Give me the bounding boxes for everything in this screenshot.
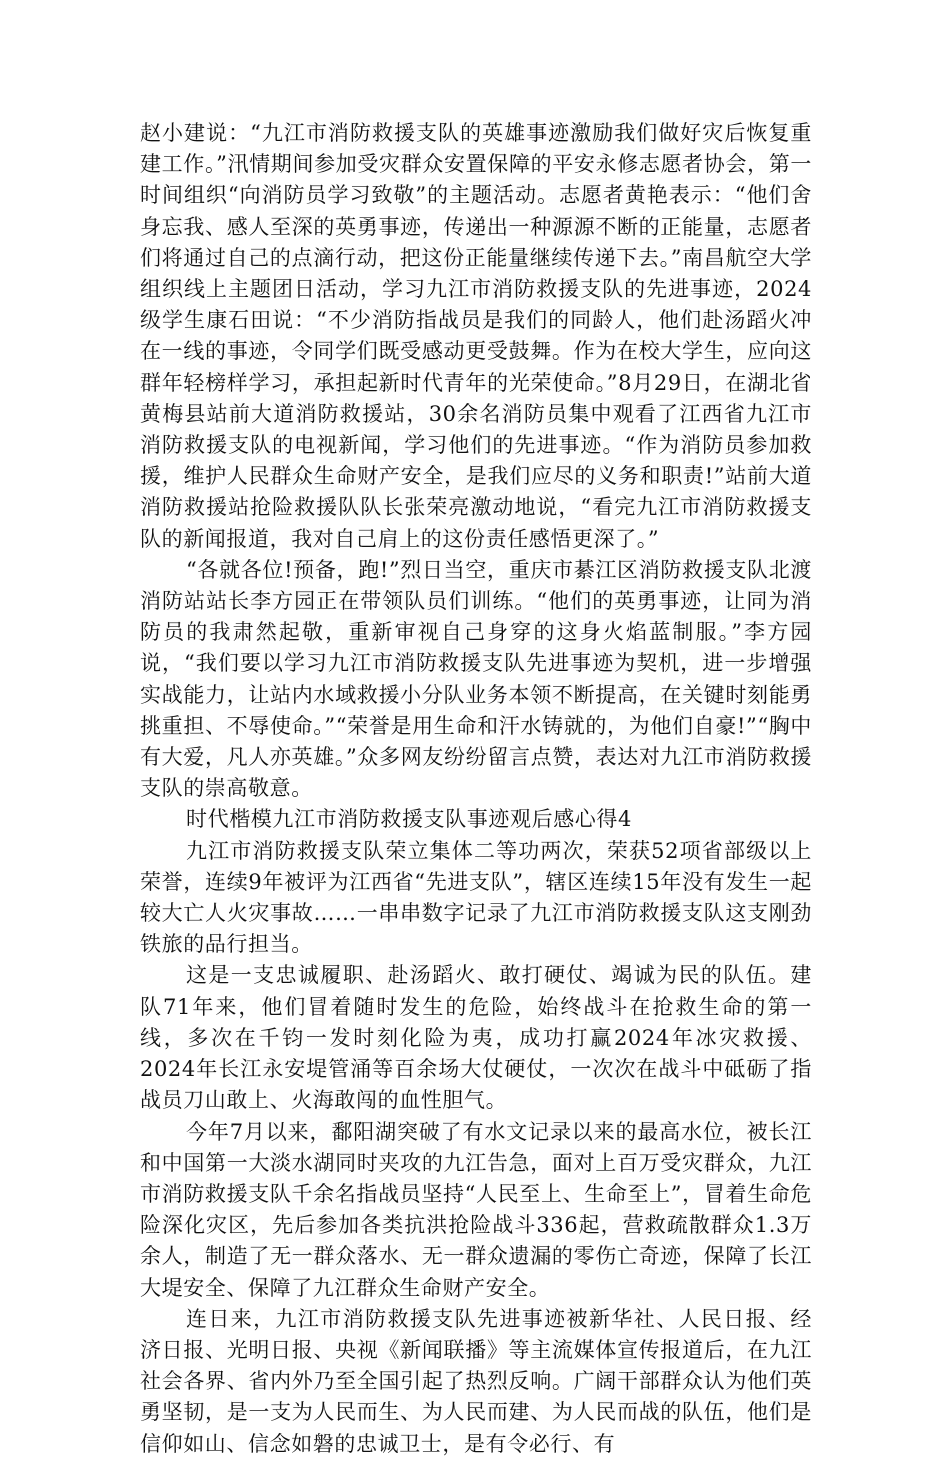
paragraph-6: 连日来，九江市消防救援支队先进事迹被新华社、人民日报、经济日报、光明日报、央视《新闻联播》等主流媒体宣传报道后，在九江社会各界、省内外乃至全国引起了热烈反响。广阔干部群众认为他们英勇坚韧，是一支为人民而生、为人民而建、为人民而战的队伍，他们是信仰如山、信念如磐的忠诚卫士，是有令必行、有 xyxy=(140,1306,812,1456)
section-heading: 时代楷模九江市消防救援支队事迹观后感心得4 xyxy=(186,807,632,832)
paragraph-4: 这是一支忠诚履职、赴汤蹈火、敢打硬仗、竭诚为民的队伍。建队71年来，他们冒着随时发生的危险，始终战斗在抢救生命的第一线，多次在千钧一发时刻化险为夷，成功打赢2024年冰灾救援、2024年长江永安堤管涌等百余场大仗硬仗，一次次在战斗中砥砺了指战员刀山敢上、火海敢闯的血性胆气。 xyxy=(140,963,812,1113)
document-body xyxy=(140,118,812,1460)
paragraph-2: “各就各位!预备，跑!”烈日当空，重庆市綦江区消防救援支队北渡消防站站长李方园正在带领队员们训练。“他们的英勇事迹，让同为消防员的我肃然起敬，重新审视自己身穿的这身火焰蓝制服。”李方园说，“我们要以学习九江市消防救援支队先进事迹为契机，进一步增强实战能力，让站内水域救援小分队业务本领不断提高，在关键时刻能勇挑重担、不辱使命。”“荣誉是用生命和汗水铸就的，为他们自豪!”“胸中有大爱，凡人亦英雄。”众多网友纷纷留言点赞，表达对九江市消防救援支队的崇高敬意。 xyxy=(140,557,812,801)
paragraph-1: 赵小建说：“九江市消防救援支队的英雄事迹激励我们做好灾后恢复重建工作。”汛情期间参加受灾群众安置保障的平安永修志愿者协会，第一时间组织“向消防员学习致敬”的主题活动。志愿者黄艳表示：“他们舍身忘我、感人至深的英勇事迹，传递出一种源源不断的正能量，志愿者们将通过自己的点滴行动，把这份正能量继续传递下去。”南昌航空大学组织线上主题团日活动，学习九江市消防救援支队的先进事迹，2024级学生康石田说：“不少消防指战员是我们的同龄人，他们赴汤蹈火冲在一线的事迹，令同学们既受感动更受鼓舞。作为在校大学生，应向这群年轻榜样学习，承担起新时代青年的光荣使命。”8月29日，在湖北省黄梅县站前大道消防救援站，30余名消防员集中观看了江西省九江市消防救援支队的电视新闻，学习他们的先进事迹。“作为消防员参加救援，维护人民群众生命财产安全，是我们应尽的义务和职责!”站前大道消防救援站抢险救援队队长张荣亮激动地说，“看完九江市消防救援支队的新闻报道，我对自己肩上的这份责任感悟更深了。” xyxy=(140,121,812,551)
paragraph-3: 九江市消防救援支队荣立集体二等功两次，荣获52项省部级以上荣誉，连续9年被评为江西省“先进支队”，辖区连续15年没有发生一起较大亡人火灾事故……一串串数字记录了九江市消防救援支队这支刚劲铁旅的品行担当。 xyxy=(140,838,812,957)
paragraph-5: 今年7月以来，鄱阳湖突破了有水文记录以来的最高水位，被长江和中国第一大淡水湖同时夹攻的九江告急，面对上百万受灾群众，九江市消防救援支队千余名指战员坚持“人民至上、生命至上”，冒着生命危险深化灾区，先后参加各类抗洪抢险战斗336起，营救疏散群众1.3万余人，制造了无一群众落水、无一群众遗漏的零伤亡奇迹，保障了长江大堤安全、保障了九江群众生命财产安全。 xyxy=(140,1119,812,1300)
